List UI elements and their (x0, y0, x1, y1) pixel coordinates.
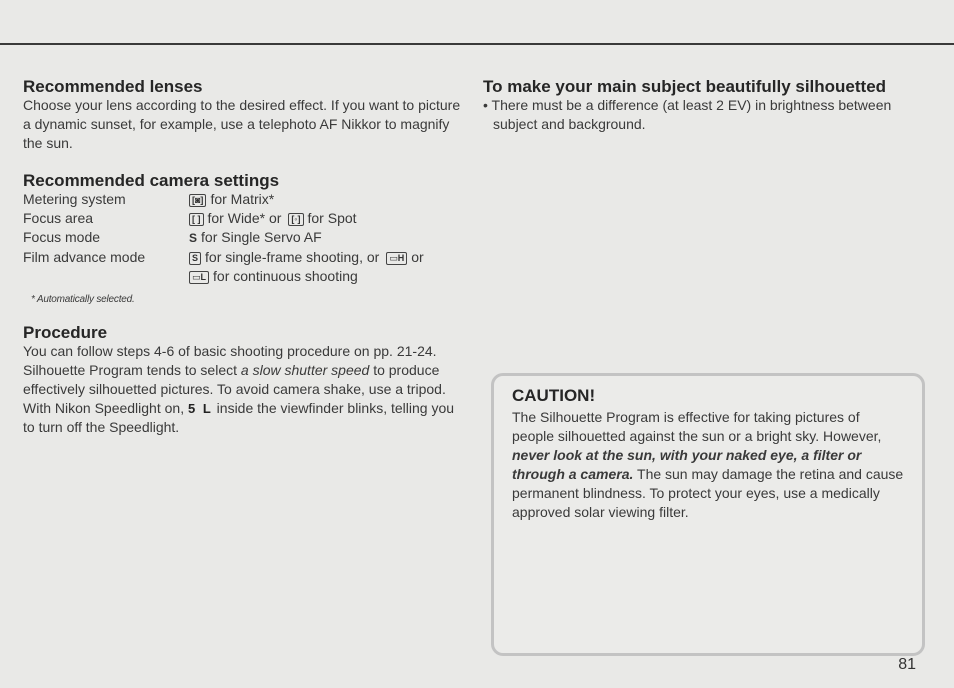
spot-area-icon: [◦] (288, 213, 303, 226)
setting-text: for Wide* or (207, 210, 282, 226)
text-run: inside the viewfinder blinks, telling you to turn off the Speedlight. (23, 400, 455, 435)
setting-value-film-advance (189, 248, 463, 286)
text-run: Silhouette Program tends to select (23, 362, 241, 378)
procedure-heading: Procedure (23, 323, 108, 342)
text-run: The sun may damage the retina and cause permanent blindness. To protect your eyes, use a medically approved solar viewing filter. (512, 466, 904, 520)
right-column (483, 77, 923, 134)
procedure-p3 (23, 399, 463, 437)
lenses-heading: Recommended lenses (23, 77, 203, 96)
text-run: With Nikon Speedlight on, (23, 400, 188, 416)
setting-text: for Matrix* (210, 191, 275, 207)
page-number: 81 (898, 656, 916, 673)
matrix-metering-icon: [◙] (189, 194, 206, 207)
setting-value-focus-area (189, 209, 463, 228)
caution-body (512, 408, 904, 522)
settings-footnote: * Automatically selected. (31, 294, 135, 305)
silhouette-bullet: • There must be a difference (at least 2 EV) in brightness between subject and background. (483, 97, 892, 132)
caution-box (491, 373, 925, 656)
settings-table (23, 190, 463, 286)
silhouette-heading: To make your main subject beautifully silhouetted (483, 77, 887, 96)
single-frame-icon: S (189, 252, 201, 265)
setting-label-metering: Metering system (23, 191, 126, 207)
setting-text: or (411, 249, 424, 265)
setting-text: for single-frame shooting, or (205, 249, 380, 265)
procedure-p1: You can follow steps 4-6 of basic shooting procedure on pp. 21-24. (23, 343, 437, 359)
settings-heading: Recommended camera settings (23, 171, 280, 190)
lenses-body: Choose your lens according to the desired effect. If you want to picture a dynamic sunset, for example, use a telephoto AF Nikkor to magnify the sun. (23, 97, 461, 151)
continuous-low-icon: ▭L (189, 271, 209, 284)
setting-label-focus-area: Focus area (23, 210, 94, 226)
setting-text: for Single Servo AF (201, 229, 322, 245)
setting-label-film-advance: Film advance mode (23, 249, 146, 265)
wide-area-icon: [ ] (189, 213, 204, 226)
lenses-section (23, 77, 463, 153)
settings-section (23, 171, 463, 305)
setting-text: for Spot (307, 210, 357, 226)
continuous-high-icon: ▭H (386, 252, 407, 265)
setting-label-focus-mode: Focus mode (23, 229, 101, 245)
text-run: to produce effectively silhouetted pictures. To avoid camera shake, use a tripod. (23, 362, 446, 397)
procedure-section (23, 323, 463, 437)
setting-value-focus-mode (189, 228, 463, 248)
caution-heading: CAUTION! (512, 386, 596, 405)
top-rule (0, 43, 954, 45)
single-servo-icon: S (189, 231, 198, 245)
italic-run: a slow shutter speed (240, 362, 370, 378)
setting-value-metering (189, 190, 463, 209)
slow-indicator-icon: 5 L (187, 401, 213, 416)
setting-text: for continuous shooting (213, 268, 358, 284)
warning-emphasis: never look at the sun, with your naked eye, a filter or through a camera. (512, 447, 862, 482)
procedure-p2 (23, 361, 463, 399)
text-run: The Silhouette Program is effective for taking pictures of people silhouetted against the sun or a bright sky. However, (512, 409, 882, 444)
left-column (23, 77, 463, 451)
